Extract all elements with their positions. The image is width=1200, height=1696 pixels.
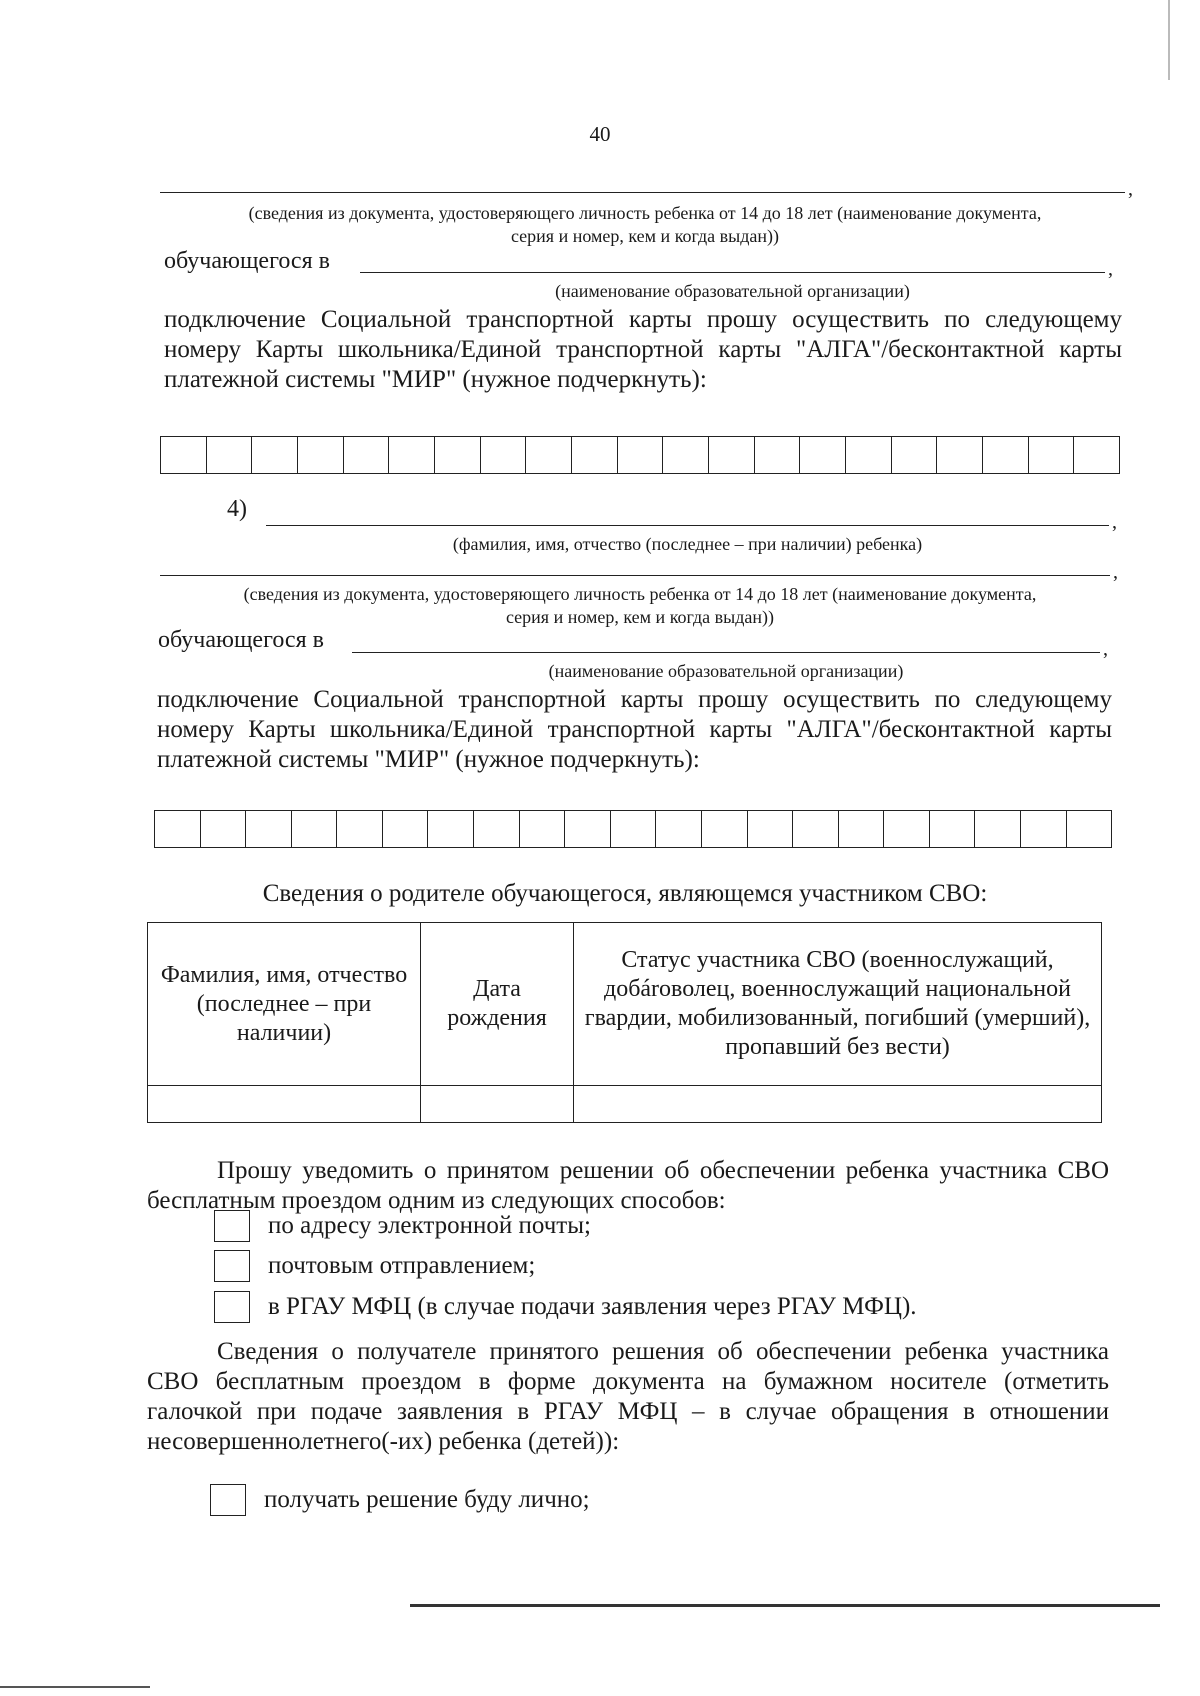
option-label: получать решение буду лично; [264,1486,590,1513]
id-caption-4-line1: (сведения из документа, удостоверяющего личность ребенка от 14 до 18 лет (наименование документа, [243,584,1037,604]
card-paragraph-3: подключение Социальной транспортной карты прошу осуществить по следующему номеру Карты школьника/Единой транспортной карты "АЛГА"/бесконтактной карты платежной системы "МИР" (нужное подчеркнуть): [164,306,1122,393]
option-label: по адресу электронной почты; [268,1212,591,1239]
notify-option-mfc [214,1291,917,1323]
id-document-line-3[interactable] [160,192,1125,193]
notify-intro: Прошу уведомить о принятом решении об обеспечении ребенка участника СВО бесплатным проездом одним из следующих способов: [147,1157,1109,1214]
table-row [148,1086,1102,1123]
comma: , [1128,178,1133,200]
cell-birth-date[interactable] [421,1086,574,1123]
name-caption-4: (фамилия, имя, отчество (последнее – при наличии) ребенка) [452,534,923,554]
id-document-line-4[interactable] [160,575,1110,576]
id-caption-3-line2: серия и номер, кем и когда выдан)) [510,226,780,246]
scan-bottom-line [410,1604,1160,1607]
school-label-3: обучающегося в [164,248,330,274]
scan-edge-mark [1168,0,1170,80]
cell-svo-status[interactable] [574,1086,1102,1123]
comma: , [1103,638,1108,660]
school-caption-3: (наименование образовательной организации) [555,281,910,301]
notify-option-email [214,1210,591,1242]
school-line-3[interactable] [360,272,1105,273]
card-number-boxes-3[interactable] [160,436,1120,474]
comma: , [1108,258,1113,280]
child-name-line-4[interactable] [266,525,1109,526]
svo-parent-table [147,922,1102,1123]
comma: , [1112,511,1117,533]
recipient-intro: Сведения о получателе принятого решения об обеспечении ребенка участника СВО бесплатным проездом в форме документа на бумажном носителе (отметить галочкой при подаче заявления в РГАУ МФЦ – в случае обращения в отношении несовершеннолетнего(-их) ребенка (детей)): [147,1338,1109,1455]
header-full-name: Фамилия, имя, отчество (последнее – при наличии) [148,923,421,1086]
school-label-4: обучающегося в [158,627,324,653]
recipient-option-personal [210,1484,590,1516]
header-svo-status: Статус участника СВО (военнослужащий, добároволец, военнослужащий национальной гвардии, мобилизованный, погибший (умерший), пропавший без вести) [574,923,1102,1086]
school-line-4[interactable] [352,652,1100,653]
option-label: в РГАУ МФЦ (в случае подачи заявления через РГАУ МФЦ). [268,1293,917,1320]
page-number: 40 [589,122,611,146]
id-caption-4-line2: серия и номер, кем и когда выдан)) [505,607,775,627]
card-number-boxes-4[interactable] [154,810,1112,848]
id-caption-3-line1: (сведения из документа, удостоверяющего личность ребенка от 14 до 18 лет (наименование документа, [248,203,1042,223]
checkbox-post[interactable] [214,1250,250,1282]
notify-option-post [214,1250,535,1282]
table-header-row [148,923,1102,1086]
child-number-4: 4) [227,496,247,522]
checkbox-email[interactable] [214,1210,250,1242]
cell-full-name[interactable] [148,1086,421,1123]
checkbox-personal[interactable] [210,1484,246,1516]
option-label: почтовым отправлением; [268,1252,536,1279]
header-birth-date: Дата рождения [421,923,574,1086]
svo-heading: Сведения о родителе обучающегося, являющемся участником СВО: [262,880,988,907]
checkbox-mfc[interactable] [214,1291,250,1323]
card-paragraph-4: подключение Социальной транспортной карты прошу осуществить по следующему номеру Карты школьника/Единой транспортной карты "АЛГА"/бесконтактной карты платежной системы "МИР" (нужное подчеркнуть): [157,686,1112,773]
school-caption-4: (наименование образовательной организации) [548,661,904,681]
comma: , [1113,561,1118,583]
scan-corner-line [0,1686,150,1688]
